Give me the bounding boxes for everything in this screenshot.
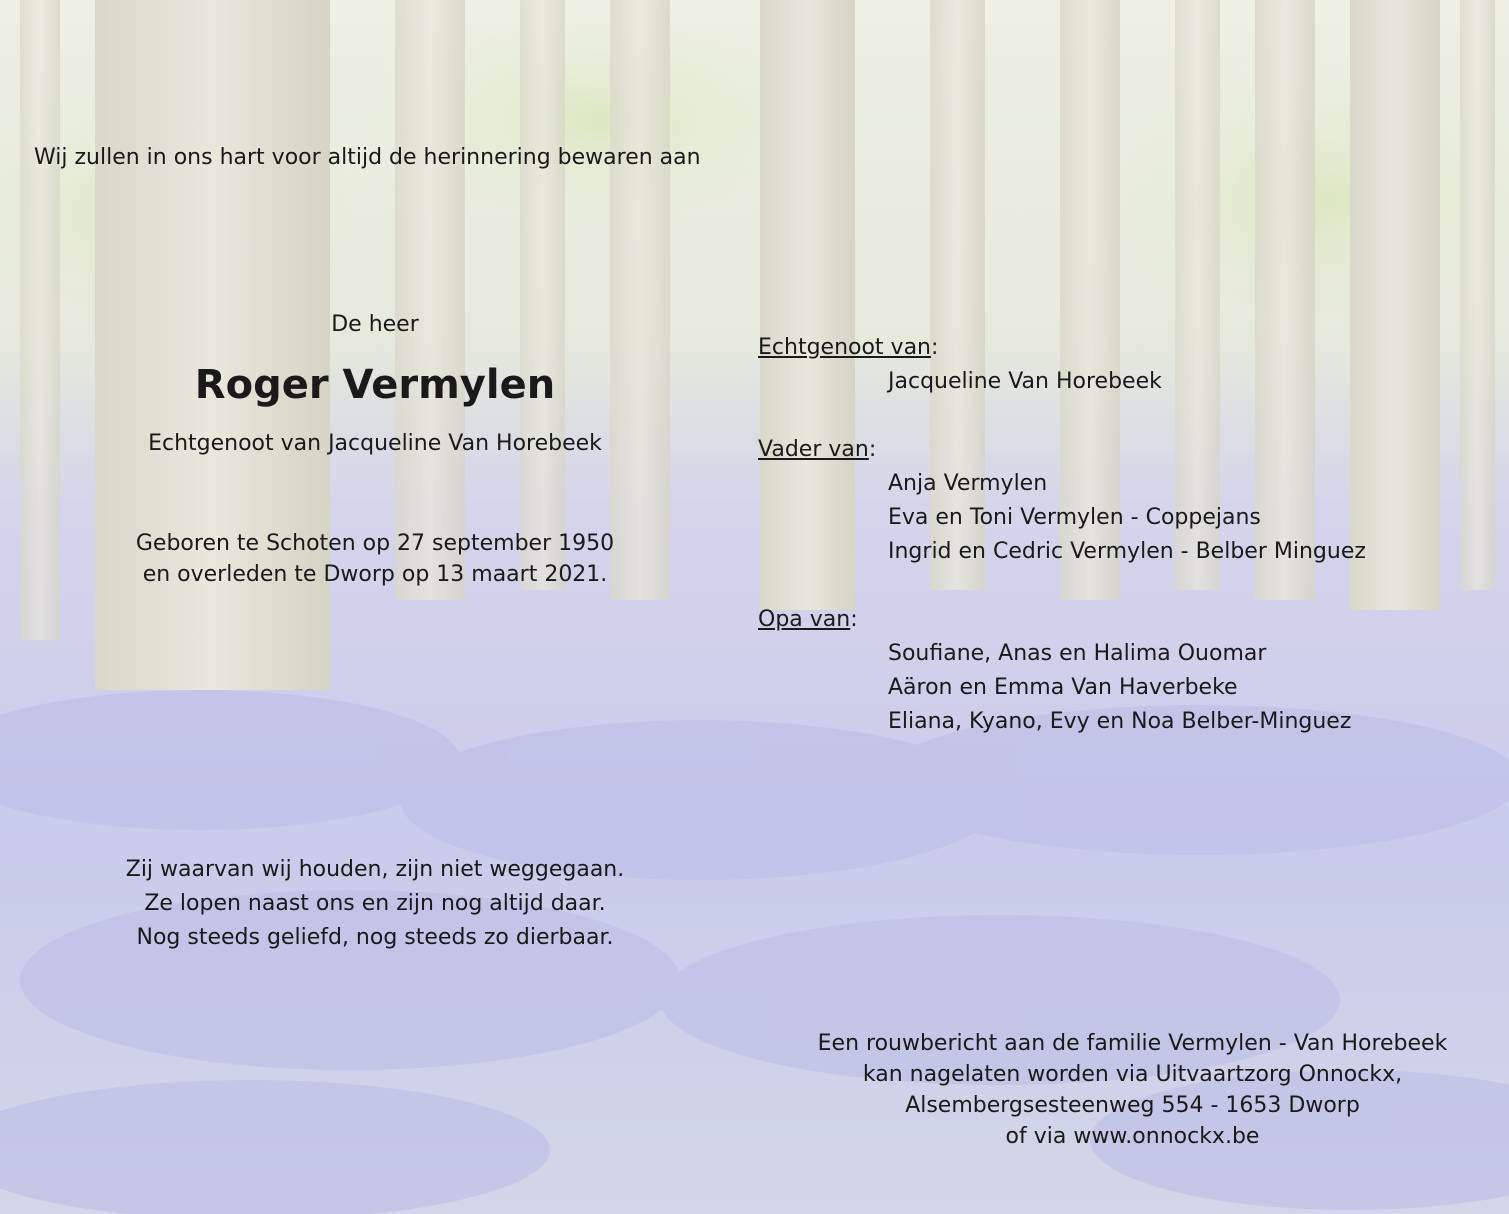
relations-list bbox=[758, 331, 1366, 773]
relation-heading-spouse: Echtgenoot van: bbox=[758, 335, 939, 360]
death-line: en overleden te Dworp op 13 maart 2021. bbox=[142, 562, 608, 587]
relation-heading-children: Vader van: bbox=[758, 437, 877, 462]
relation-name: Soufiane, Anas en Halima Ouomar bbox=[888, 641, 1267, 666]
relation-name: Ingrid en Cedric Vermylen - Belber Minguez bbox=[888, 539, 1366, 564]
deceased-name: Roger Vermylen bbox=[194, 362, 556, 408]
poem bbox=[75, 853, 675, 955]
relation-name: Eliana, Kyano, Evy en Noa Belber-Minguez bbox=[888, 709, 1352, 734]
birth-line: Geboren te Schoten op 27 september 1950 bbox=[135, 531, 615, 556]
birth-death-dates bbox=[75, 528, 675, 590]
relation-name: Anja Vermylen bbox=[888, 471, 1048, 496]
salutation: De heer bbox=[331, 312, 419, 337]
condolence-line: of via www.onnockx.be bbox=[1005, 1124, 1260, 1149]
deceased-subtitle: Echtgenoot van Jacqueline Van Horebeek bbox=[148, 431, 602, 456]
relation-heading-grandchildren: Opa van: bbox=[758, 607, 858, 632]
poem-line: Ze lopen naast ons en zijn nog altijd daar. bbox=[144, 891, 606, 916]
condolence-note bbox=[800, 1028, 1465, 1152]
poem-line: Nog steeds geliefd, nog steeds zo dierbaar. bbox=[136, 925, 614, 950]
relation-names-grandchildren bbox=[888, 637, 1366, 739]
condolence-line: Alsembergsesteenweg 554 - 1653 Dworp bbox=[905, 1093, 1360, 1118]
condolence-line: kan nagelaten worden via Uitvaartzorg Onnockx, bbox=[862, 1062, 1403, 1087]
intro-text: Wij zullen in ons hart voor altijd de herinnering bewaren aan bbox=[34, 145, 701, 170]
relation-name: Jacqueline Van Horebeek bbox=[888, 369, 1162, 394]
relation-names-children bbox=[888, 467, 1366, 569]
relation-name: Eva en Toni Vermylen - Coppejans bbox=[888, 505, 1261, 530]
relation-names-spouse bbox=[888, 365, 1366, 399]
poem-line: Zij waarvan wij houden, zijn niet weggegaan. bbox=[125, 857, 625, 882]
relation-name: Aäron en Emma Van Haverbeke bbox=[888, 675, 1238, 700]
condolence-line: Een rouwbericht aan de familie Vermylen - Van Horebeek bbox=[817, 1031, 1448, 1056]
